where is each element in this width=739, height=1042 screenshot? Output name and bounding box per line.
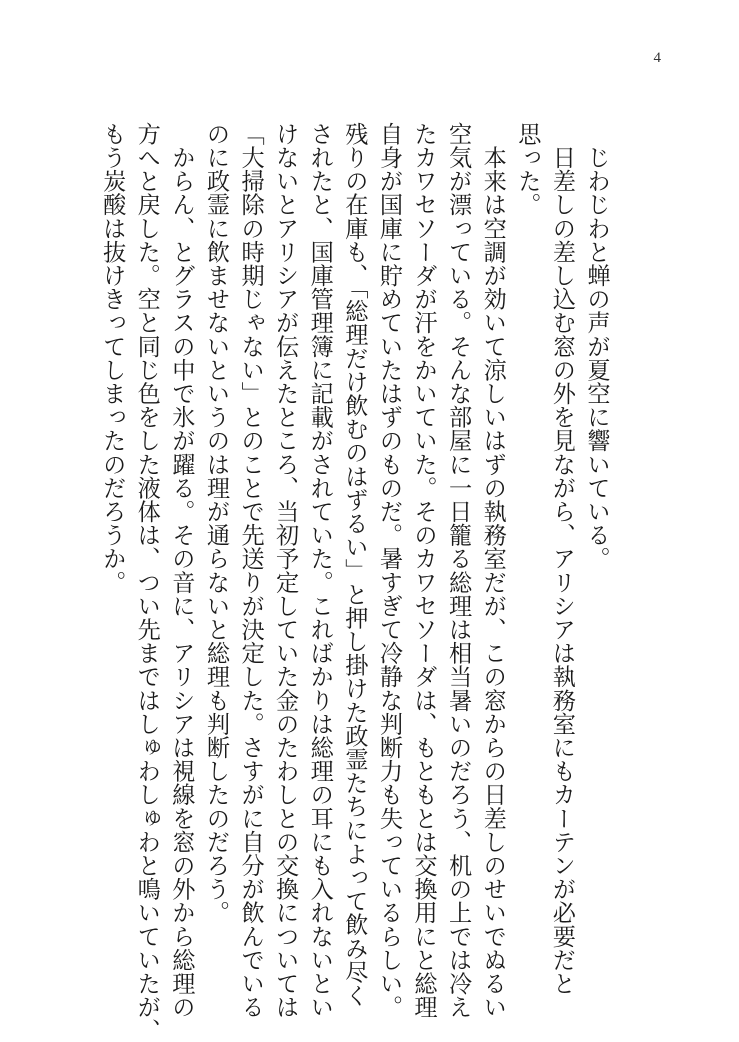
- text-line-15: もう炭酸は抜けきってしまったのだろうか。: [98, 122, 126, 594]
- text-line-11: 「大掃除の時期じゃない」とのことで先送りが決定した。さすがに自分が飲んでいる: [237, 122, 265, 1019]
- text-line-3: 思った。: [513, 122, 541, 217]
- vertical-text-body: [94, 122, 613, 1042]
- text-line-13: からん、とグラスの中で氷が躍る。その音に、アリシアは視線を窓の外から総理の: [167, 122, 195, 1019]
- text-line-7: 自身が国庫に貯めていたはずのものだ。暑すぎて冷静な判断力も失っているらしい。: [375, 122, 403, 1019]
- text-line-12: のに政霊に飲ませないというのは理が通らないと総理も判断したのだろう。: [202, 122, 230, 925]
- text-line-10: けないとアリシアが伝えたところ、当初予定していた金のたわしとの交換については: [271, 122, 299, 1019]
- text-line-8: 残りの在庫も、「総理だけ飲むのはずるい」と押し掛けた政霊たちによって飲み尽く: [340, 122, 368, 1008]
- text-line-2: 日差しの差し込む窓の外を見ながら、アリシアは執務室にもカーテンが必要だと: [548, 122, 576, 996]
- text-line-1: じわじわと蝉の声が夏空に響いている。: [583, 122, 610, 571]
- text-line-9: されたと、国庫管理簿に記載がされていた。こればかりは総理の耳にも入れないとい: [306, 122, 334, 1019]
- text-line-5: 空気が漂っている。そんな部屋に一日籠る総理は相当暑いのだろう、机の上では冷え: [444, 122, 472, 1019]
- text-line-14: 方へと戻した。空と同じ色をした液体は、つい先まではしゅわしゅわと鳴いていたが、: [133, 122, 161, 1042]
- page-number: 4: [653, 50, 661, 66]
- text-line-6: たカワセソーダが汗をかいていた。そのカワセソーダは、もともとは交換用にと総理: [410, 122, 438, 1019]
- text-line-4: 本来は空調が効いて涼しいはずの執務室だが、この窓からの日差しのせいでぬるい: [479, 122, 507, 1019]
